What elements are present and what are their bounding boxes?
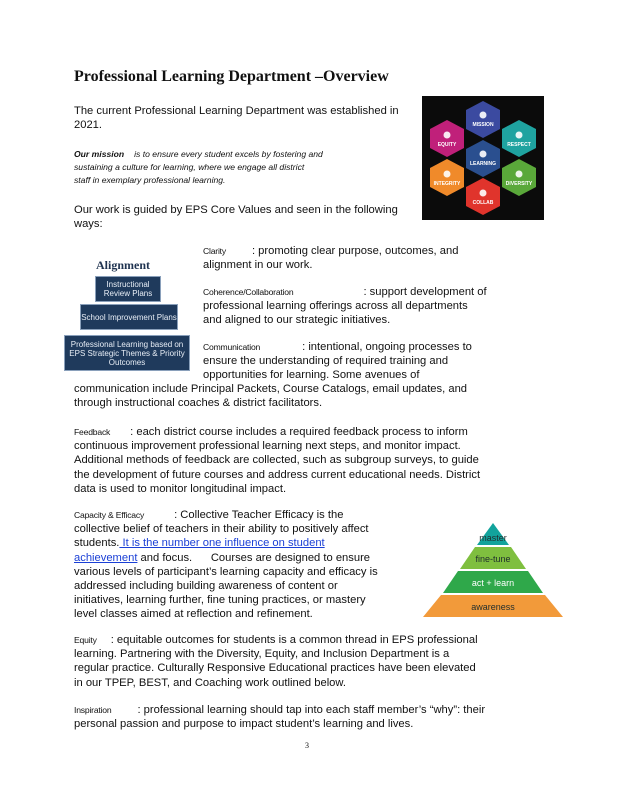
intro-text: The current Professional Learning Department was established in 2021. [74,105,399,132]
hex-svg [422,96,544,220]
capacity-line-2: collective belief of teachers in their ability to positively affect [74,523,369,536]
feedback-section [74,425,480,496]
learning-pyramid [420,520,566,618]
clarity-line-2: alignment in our work. [203,259,313,272]
values-intro-line-1: Our work is guided by EPS Core Values and seen in the following [74,204,398,216]
efficacy-influence-link-a[interactable]: It is the number one influence on student [119,537,325,550]
pyramid-svg [420,520,566,618]
capacity-term: Capacity & Efficacy [74,510,145,520]
equity-line-3: regular practice. Culturally Responsive Educational practices have been elevated [74,662,476,675]
respect-icon [516,132,523,139]
equity-line-1: : equitable outcomes for students is a common thread in EPS professional [110,634,478,646]
feedback-line-2: continuous improvement professional learning next steps, and monitor impact. [74,440,461,453]
inspiration-section [74,703,485,731]
alignment-box-school: School Improvement Plans [80,304,178,330]
communication-line-3: opportunities for learning. Some avenues of [203,369,420,382]
clarity-term: Clarity [203,246,226,256]
hex-label-equity: EQUITY [437,142,457,148]
hex-label-learning: LEARNING [469,161,497,167]
learning-icon [480,151,487,158]
page-number: 3 [305,741,309,750]
feedback-line-4: the development of future courses and address current educational needs. District [74,468,481,481]
communication-line-1: : intentional, ongoing processes to [302,341,472,353]
mission-line-1: is to ensure every student excels by fostering and [134,149,323,159]
equity-section [74,633,478,690]
mission-line-2: sustaining a culture for learning, where we engage all district [74,162,305,172]
page-title: Professional Learning Department –Overview [74,68,389,85]
capacity-line-5: various levels of participant’s learning capacity and efficacy is [74,565,378,578]
capacity-line-3: students. [74,537,120,550]
collab-icon [480,190,487,197]
capacity-section [74,508,419,622]
inspiration-line-2: personal passion and purpose to impact student’s learning and lives. [74,718,414,731]
inspiration-term: Inspiration [74,705,112,715]
equity-line-4: in our TPEP, BEST, and Coaching work outlined below. [74,676,346,689]
pyramid-label-master: master [479,533,507,543]
hex-mission [466,101,500,138]
clarity-line-1: : promoting clear purpose, outcomes, and [251,245,459,257]
hex-label-mission: MISSION [472,122,494,128]
coherence-line-2: professional learning offerings across all departments [203,300,468,313]
hex-label-diversity: DIVERSITY [505,181,533,187]
coherence-section [203,285,487,328]
mission-line-3: staff in exemplary professional learning. [74,175,226,185]
integrity-icon [444,171,451,178]
capacity-line-1: : Collective Teacher Efficacy is the [174,509,344,521]
coherence-line-1: : support development of [363,286,487,298]
coherence-line-3: and aligned to our strategic initiatives. [203,314,391,327]
hex-label-integrity: INTEGRITY [433,181,461,187]
communication-line-2: ensure the understanding of required training and [203,355,449,368]
alignment-title: Alignment [96,258,150,272]
mission-icon [480,112,487,119]
pyramid-label-fine-tune: fine-tune [475,554,511,564]
feedback-line-3: Additional methods of feedback are collected, such as subgroup surveys, to guide [74,454,479,467]
feedback-line-1: : each district course includes a required feedback process to inform [130,426,468,438]
coherence-term: Coherence/Collaboration [203,287,294,297]
clarity-section [203,244,458,272]
communication-line-5: through instructional coaches & district facilitators. [74,397,323,410]
values-intro [74,203,398,231]
communication-line-4: communication include Principal Packets, Course Catalogs, email updates, and [74,383,468,395]
diversity-icon [516,171,523,178]
hex-label-collab: COLLAB [472,200,494,206]
capacity-line-7: initiatives, learning further, fine tuning practices, or mastery [74,594,366,607]
alignment-box-professional: Professional Learning based on EPS Strategic Themes & Priority Outcomes [64,335,190,371]
inspiration-line-1: : professional learning should tap into each staff member’s “why”: their [137,704,486,716]
values-intro-line-2: ways: [74,218,103,231]
feedback-term: Feedback [74,427,111,437]
communication-continued [74,382,467,410]
efficacy-influence-link-b[interactable]: achievement [74,551,138,564]
equity-term: Equity [74,635,97,645]
pyramid-label-act-learn: act + learn [471,578,515,588]
feedback-line-5: data is used to monitor longitudinal impact. [74,482,287,495]
equity-line-2: learning. Partnering with the Diversity, Equity, and Inclusion Department is a [74,648,450,661]
hex-learning [466,140,500,177]
hex-label-respect: RESPECT [507,142,531,148]
mission-statement [74,148,409,187]
core-values-hex-graphic [422,96,544,220]
capacity-line-8: level classes aimed at reflection and refinement. [74,608,313,621]
capacity-line-4: and focus. Courses are designed to ensure [137,551,371,564]
mission-label: Our mission [74,149,125,159]
communication-section [203,340,472,383]
communication-term: Communication [203,342,261,352]
capacity-line-6: addressed including building awareness of content or [74,580,338,593]
equity-icon [444,132,451,139]
pyramid-label-awareness: awareness [471,602,515,612]
alignment-box-instructional: Instructional Review Plans [95,276,161,302]
